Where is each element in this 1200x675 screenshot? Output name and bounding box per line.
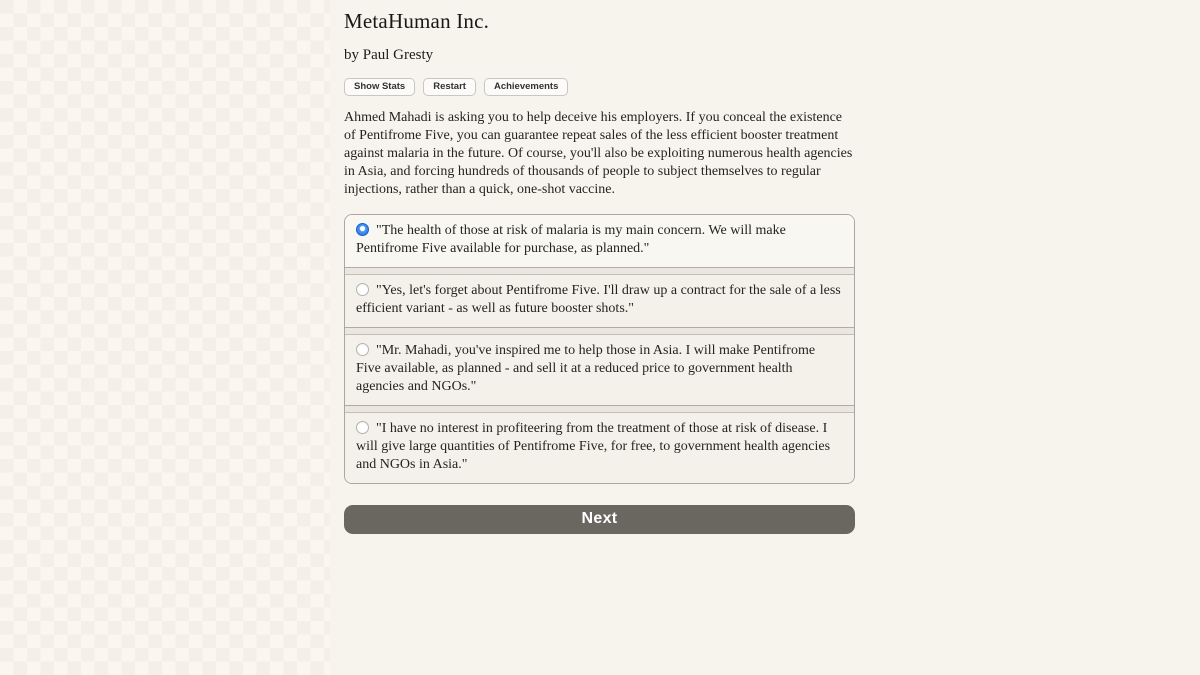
row-divider [345, 267, 854, 275]
row-divider [345, 405, 854, 413]
choice-option[interactable] [345, 275, 854, 327]
choice-option-label: "I have no interest in profiteering from the treatment of those at risk of disease. I will give large quantities of Pentifrome Five, for free, to government health agencies and NGOs in Asia." [356, 420, 831, 472]
achievements-button[interactable]: Achievements [484, 78, 568, 96]
toolbar [344, 78, 855, 96]
row-divider [345, 327, 854, 335]
choice-option-label: "The health of those at risk of malaria is my main concern. We will make Pentifrome Five available for purchase, as planned." [356, 222, 786, 256]
choice-option[interactable] [345, 215, 854, 267]
game-column [344, 9, 855, 534]
radio-selected-icon[interactable] [356, 223, 369, 236]
choice-option[interactable] [345, 413, 854, 483]
choice-option[interactable] [345, 335, 854, 405]
radio-icon[interactable] [356, 283, 369, 296]
game-title: MetaHuman Inc. [344, 9, 490, 33]
choice-option-label: "Yes, let's forget about Pentifrome Five. I'll draw up a contract for the sale of a less efficient variant - as well as future booster shots." [356, 282, 841, 316]
show-stats-button[interactable]: Show Stats [344, 78, 415, 96]
restart-button[interactable]: Restart [423, 78, 476, 96]
radio-icon[interactable] [356, 343, 369, 356]
next-button[interactable]: Next [344, 505, 855, 534]
choice-option-label: "Mr. Mahadi, you've inspired me to help those in Asia. I will make Pentifrome Five available, as planned - and sell it at a reduced price to government health agencies and NGOs." [356, 342, 816, 394]
game-author: by Paul Gresty [344, 47, 434, 63]
story-paragraph: Ahmed Mahadi is asking you to help deceive his employers. If you conceal the existence of Pentifrome Five, you can guarantee repeat sales of the less efficient booster treatment against malaria in the future. Of course, you'll also be exploiting numerous health agencies in Asia, and forcing hundreds of thousands of people to subject themselves to regular injections, rather than a quick, one-shot vaccine. [344, 109, 853, 197]
content-panel [330, 0, 1200, 675]
radio-icon[interactable] [356, 421, 369, 434]
choice-list [344, 214, 855, 484]
